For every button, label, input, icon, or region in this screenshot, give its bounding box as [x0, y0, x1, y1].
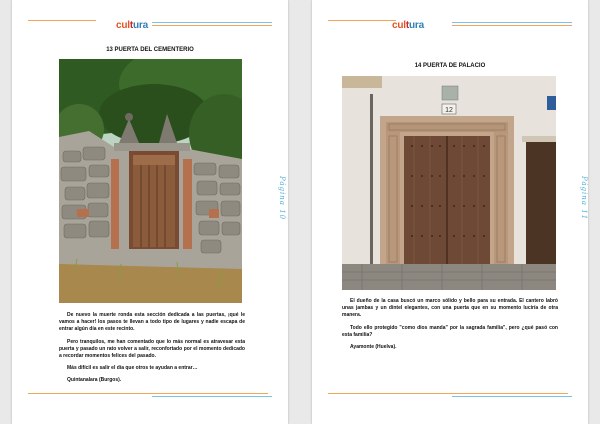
left-body-text [59, 312, 245, 390]
left-page [12, 0, 288, 424]
page-title: 13 PUERTA DEL CEMENTERIO [106, 47, 194, 53]
page-title: 14 PUERTA DE PALACIO [414, 63, 486, 69]
footer-line-blue [452, 396, 572, 397]
right-body-text [342, 298, 558, 356]
footer-line-blue [152, 396, 272, 397]
header-line-right [152, 22, 272, 23]
paragraph: De nuevo la muerte ronda esta sección dedicada a las puertas, ¡qué le vamos a hacer! los pasos te llevan a todo tipo de lugares y nadie escapa de entrar algún día en este recinto. [59, 312, 245, 333]
right-page [312, 0, 588, 424]
paragraph: Todo ello protegido "como dios manda" por la sagrada familia", pero ¿qué pasó con esta familia? [342, 324, 558, 338]
paragraph: Pero tranquilos, me han comentado que lo más normal es atravesar esta puerta y pasado un rato volver a salir, reconfortado por el momento dedicado a recordar momentos felices del pasado. [59, 338, 245, 360]
paragraph: Más difícil es salir el día que otros te ayudan a entrar… [67, 365, 198, 372]
cemetery-door-photo [59, 59, 242, 303]
header-line-right-2 [152, 25, 272, 26]
header-line-left [28, 20, 96, 21]
cultura-logo: cultura [392, 20, 424, 31]
house-number: 12 [445, 107, 453, 114]
page-number: Página 10 [278, 176, 286, 221]
footer-line [28, 393, 268, 394]
cultura-logo: cultura [116, 20, 148, 31]
palace-door-photo [342, 76, 556, 290]
header-line-right-2 [452, 25, 572, 26]
location: Ayamonte (Huelva). [350, 344, 397, 351]
footer-line [328, 393, 568, 394]
page-number: Página 11 [580, 176, 588, 221]
header-line-right [452, 22, 572, 23]
header-line-left [328, 20, 396, 21]
paragraph: El dueño de la casa buscó un marco sólido y bello para su entrada. El cantero labró unas jambas y un dintel elegantes, con una puerta que en su momento luciría de otra manera. [342, 298, 558, 319]
location: Quintanalara (Burgos). [67, 377, 122, 384]
